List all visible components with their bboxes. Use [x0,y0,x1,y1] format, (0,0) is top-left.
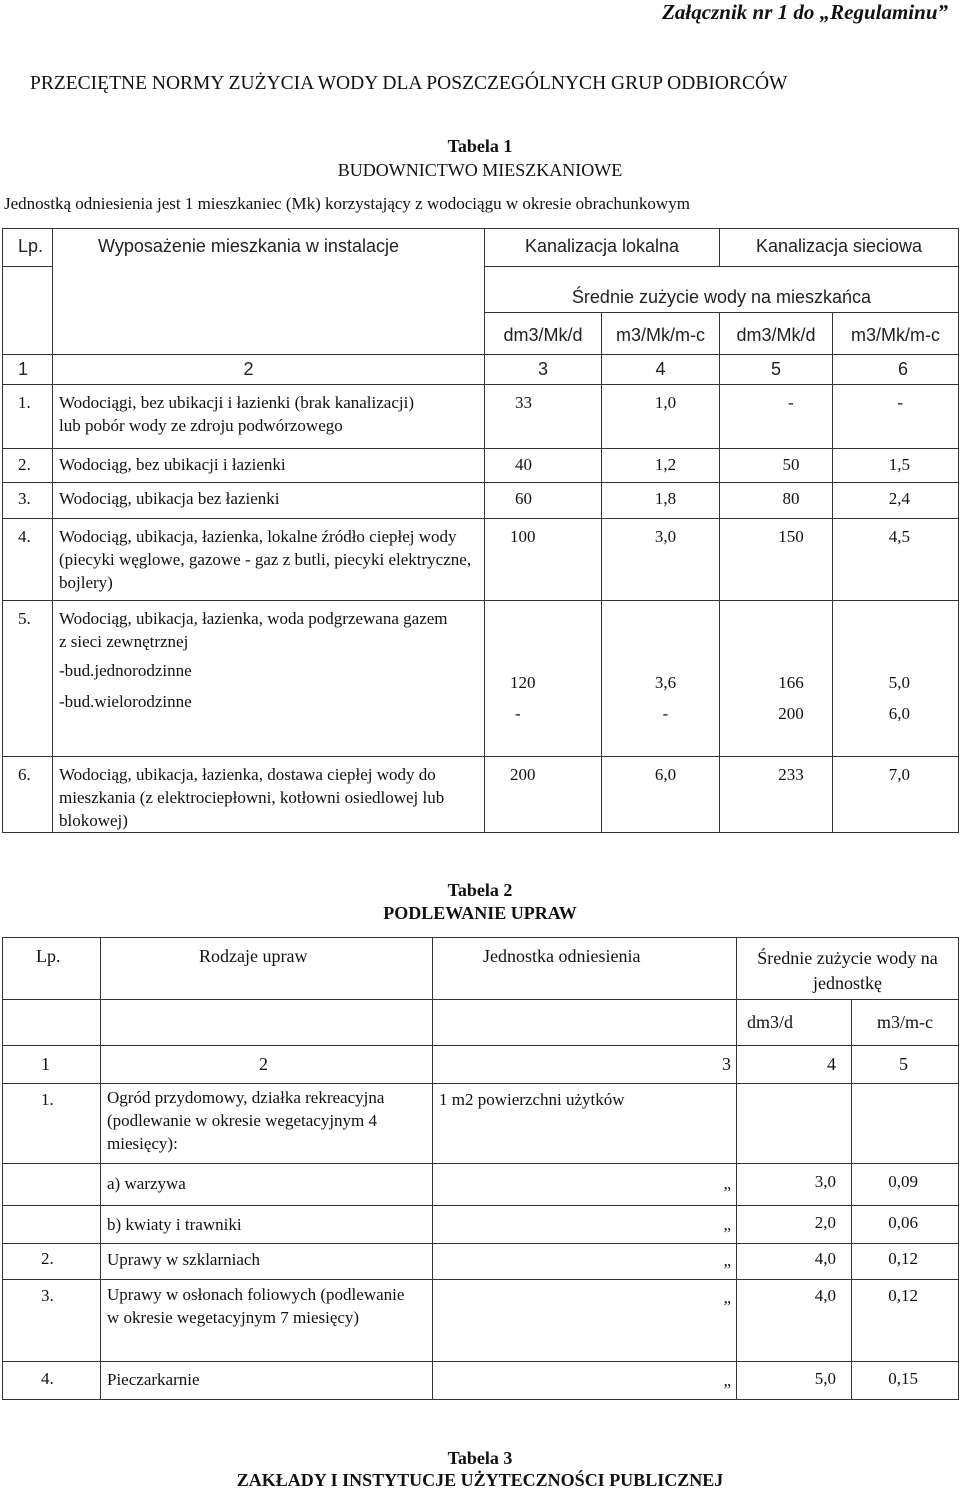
table2 [2,937,959,1400]
t2-row2-b: 0,09 [852,1164,959,1206]
table-row [3,483,959,519]
t1-row3-desc: Wodociąg, ubikacja bez łazienki [53,483,485,519]
t2-colnum-5: 5 [852,1046,959,1084]
table-row [3,601,959,757]
t1-row2-v4: 1,5 [833,449,959,483]
t1-row5-sub1: -bud.jednorodzinne [59,661,192,680]
t2-row5-a: 4,0 [737,1280,852,1362]
t2-row5-desc: Uprawy w osłonach foliowych (podlewanie w okresie wegetacyjnym 7 miesięcy) [101,1280,433,1362]
table-row [3,519,959,601]
t1-row4-lp: 4. [3,519,53,601]
t2-row1-b [852,1084,959,1164]
t2-row2-unit: „ [433,1164,737,1206]
t1-row6-v3: 233 [720,757,833,833]
t2-row1-a [737,1084,852,1164]
t2-header-spacer-3 [433,1000,737,1046]
t1-header-network: Kanalizacja sieciowa [720,229,959,267]
t2-colnum-3: 3 [433,1046,737,1084]
t1-row1-v1: 33 [485,385,602,449]
t1-row2-lp: 2. [3,449,53,483]
t2-row1-lp: 1. [3,1084,101,1164]
table-row [3,1084,959,1164]
t2-row4-a: 4,0 [737,1244,852,1280]
table2-number: Tabela 2 [447,880,513,900]
table-row [3,385,959,449]
t1-row1-desc: Wodociągi, bez ubikacji i łazienki (brak kanalizacji) lub pobór wody ze zdroju podwórzowego [53,385,485,449]
t1-row5-v3a: 166 [778,673,804,692]
t1-colnum-4: 4 [602,355,720,385]
t1-row3-v2: 1,8 [602,483,720,519]
table-row [3,1164,959,1206]
t1-row1-v4: - [833,385,959,449]
t2-row4-lp: 2. [3,1244,101,1280]
table-row [3,757,959,833]
t2-colnum-4: 4 [737,1046,852,1084]
table-row [3,1280,959,1362]
table1 [2,228,959,833]
t2-colnum-1: 1 [3,1046,101,1084]
t1-header-lp-spacer [3,267,53,355]
t1-colnum-1: 1 [3,355,53,385]
t1-row2-v2: 1,2 [602,449,720,483]
t1-row4-v4: 4,5 [833,519,959,601]
t1-row2-desc: Wodociąg, bez ubikacji i łazienki [53,449,485,483]
table3-number: Tabela 3 [447,1448,513,1468]
t1-unit-3: dm3/Mk/d [720,313,833,355]
t1-row5-v4b: 6,0 [888,704,911,723]
t1-unit-4: m3/Mk/m-c [833,313,959,355]
t2-header-average: Średnie zużycie wody na jednostkę [737,938,959,1000]
table-row [3,1362,959,1400]
t2-colnum-2: 2 [101,1046,433,1084]
t1-row5-lp: 5. [3,601,53,757]
t2-row6-unit: „ [433,1362,737,1400]
t2-row3-b: 0,06 [852,1206,959,1244]
t1-colnum-5: 5 [720,355,833,385]
t2-header-crops: Rodzaje upraw [101,938,433,1000]
t1-unit-1: dm3/Mk/d [485,313,602,355]
t1-row3-v3: 80 [720,483,833,519]
t2-header-spacer-1 [3,1000,101,1046]
table3-name: ZAKŁADY I INSTYTUCJE UŻYTECZNOŚCI PUBLICZNEJ [236,1470,724,1490]
t1-row5-col5 [720,601,833,757]
t2-row1-unit: 1 m2 powierzchni użytków [433,1084,737,1164]
main-title: PRZECIĘTNE NORMY ZUŻYCIA WODY DLA POSZCZEGÓLNYCH GRUP ODBIORCÓW [30,73,788,94]
t1-row5-v2b: - [662,704,669,723]
t2-row5-lp: 3. [3,1280,101,1362]
t1-row2-v3: 50 [720,449,833,483]
t2-header-spacer-2 [101,1000,433,1046]
t2-row4-unit: „ [433,1244,737,1280]
t1-row6-desc: Wodociąg, ubikacja, łazienka, dostawa ciepłej wody do mieszkania (z elektrociepłowni, kotłowni osiedlowej lub blokowej) [53,757,485,833]
t2-row3-unit: „ [433,1206,737,1244]
t2-row4-desc: Uprawy w szklarniach [101,1244,433,1280]
t2-unit-2: m3/m-c [852,1000,959,1046]
annex-title: Załącznik nr 1 do „Regulaminu” [662,0,948,24]
t1-header-average: Średnie zużycie wody na mieszkańca [485,267,959,313]
t2-row5-b: 0,12 [852,1280,959,1362]
t2-row3-a: 2,0 [737,1206,852,1244]
t2-row6-desc: Pieczarkarnie [101,1362,433,1400]
table-row [3,1244,959,1280]
t1-row5-v1a: 120 [510,673,536,692]
t1-header-local: Kanalizacja lokalna [485,229,720,267]
t1-header-lp: Lp. [3,229,53,267]
t1-row3-v4: 2,4 [833,483,959,519]
t1-header-equipment: Wyposażenie mieszkania w instalacje [53,229,485,355]
t1-row2-v1: 40 [485,449,602,483]
t2-header-lp: Lp. [3,938,101,1000]
t1-row4-desc: Wodociąg, ubikacja, łazienka, lokalne źródło ciepłej wody (piecyki węglowe, gazowe - gaz z butli, piecyki elektryczne, bojlery) [53,519,485,601]
t1-row5-desc: Wodociąg, ubikacja, łazienka, woda podgrzewana gazem z sieci zewnętrznej [59,609,448,651]
t1-colnum-3: 3 [485,355,602,385]
t1-row5-col6 [833,601,959,757]
t1-row5-col3 [485,601,602,757]
t2-row1-desc: Ogród przydomowy, działka rekreacyjna (podlewanie w okresie wegetacyjnym 4 miesięcy): [101,1084,433,1164]
table-row [3,1206,959,1244]
t1-row5-v1b: - [515,704,521,723]
t2-row5-unit: „ [433,1280,737,1362]
t1-row5-cell [53,601,485,757]
table1-name: BUDOWNICTWO MIESZKANIOWE [337,160,623,180]
t2-row6-b: 0,15 [852,1362,959,1400]
t1-row6-v2: 6,0 [602,757,720,833]
t1-row5-v4a: 5,0 [888,673,911,692]
t1-row4-v1: 100 [485,519,602,601]
t2-unit-1: dm3/d [737,1000,852,1046]
t2-row2-lp [3,1164,101,1206]
t1-row6-v1: 200 [485,757,602,833]
t1-row6-lp: 6. [3,757,53,833]
t1-row1-v3: - [720,385,833,449]
t1-row1-v2: 1,0 [602,385,720,449]
t2-row3-lp [3,1206,101,1244]
t2-header-unit: Jednostka odniesienia [433,938,737,1000]
t1-row4-v3: 150 [720,519,833,601]
t2-row4-b: 0,12 [852,1244,959,1280]
table1-number: Tabela 1 [447,136,513,156]
t1-colnum-6: 6 [833,355,959,385]
table1-note: Jednostką odniesienia jest 1 mieszkaniec (Mk) korzystający z wodociągu w okresie obrachunkowym [4,194,690,213]
t1-colnum-2: 2 [53,355,485,385]
t1-unit-2: m3/Mk/m-c [602,313,720,355]
t1-row5-v3b: 200 [778,704,804,723]
t2-row6-lp: 4. [3,1362,101,1400]
t1-row3-lp: 3. [3,483,53,519]
t2-row2-desc: a) warzywa [101,1164,433,1206]
t2-row6-a: 5,0 [737,1362,852,1400]
t1-row5-v2a: 3,6 [654,673,677,692]
t1-row3-v1: 60 [485,483,602,519]
t1-row5-col4 [602,601,720,757]
t2-row3-desc: b) kwiaty i trawniki [101,1206,433,1244]
t2-row2-a: 3,0 [737,1164,852,1206]
t1-row1-lp: 1. [3,385,53,449]
t1-row5-sub2: -bud.wielorodzinne [59,692,192,711]
t1-row6-v4: 7,0 [833,757,959,833]
table2-name: PODLEWANIE UPRAW [383,903,577,923]
table-row [3,449,959,483]
t1-row4-v2: 3,0 [602,519,720,601]
